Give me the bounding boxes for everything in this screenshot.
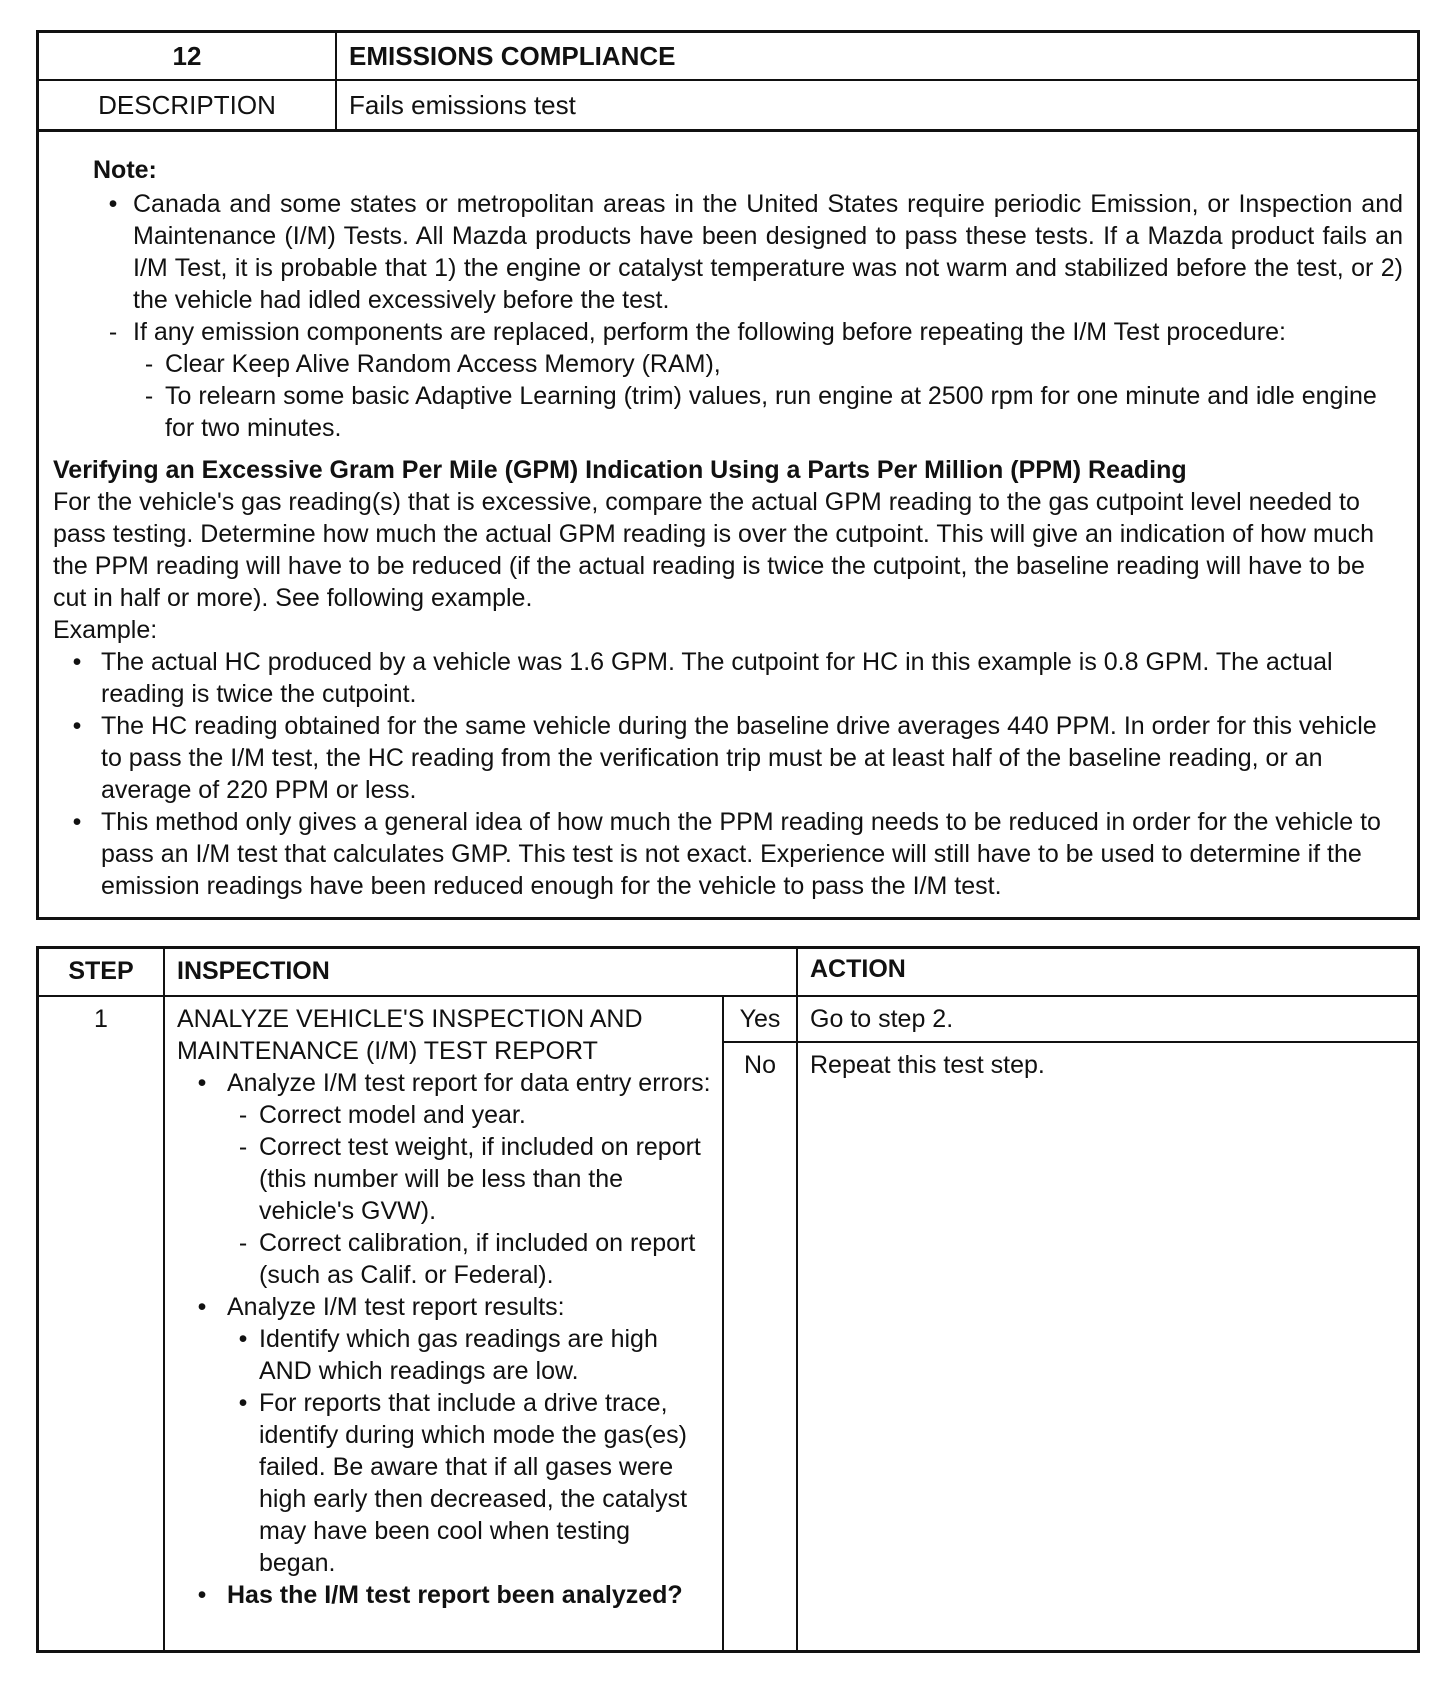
no-action: Repeat this test step. — [810, 1051, 1045, 1079]
section-title: EMISSIONS COMPLIANCE — [349, 40, 676, 71]
example-item — [53, 806, 1403, 902]
dash-marker: - — [144, 350, 154, 378]
inspection-question-text: Has the I/M test report been analyzed? — [227, 1581, 683, 1609]
description-label: DESCRIPTION — [39, 81, 337, 129]
no-label: No — [744, 1051, 776, 1079]
bullet-marker: • — [108, 190, 118, 218]
inspection-question — [177, 1579, 711, 1611]
note-subitem-text: To relearn some basic Adaptive Learning (trim) values, run engine at 2500 rpm for one minute and idle engine for two minutes. — [165, 382, 1377, 442]
inspection-bullet-text: Analyze I/M test report for data entry errors: — [227, 1069, 711, 1097]
note-title: Note: — [93, 156, 157, 184]
section-number: 12 — [39, 33, 337, 79]
inspection-subitem — [177, 1131, 711, 1227]
header-step: STEP — [68, 957, 134, 985]
bullet-marker: • — [197, 1581, 207, 1609]
inspection-subitem — [177, 1323, 711, 1387]
inspection-subitem-text: Correct test weight, if included on report (this number will be less than the vehicle's GVW). — [259, 1133, 701, 1225]
example-item-text: The actual HC produced by a vehicle was 1.6 GPM. The cutpoint for HC in this example is 0.8 GPM. The actual reading is twice the cutpoint. — [101, 648, 1333, 708]
inspection-subitem-text: Identify which gas readings are high AND which readings are low. — [259, 1325, 658, 1385]
column-divider — [163, 949, 165, 1650]
header-divider — [39, 995, 1417, 997]
inspection-cell — [177, 1003, 711, 1611]
inspection-bullet-text: Analyze I/M test report results: — [227, 1293, 565, 1321]
note-item-text: Canada and some states or metropolitan areas in the United States require periodic Emission, or Inspection and Maintenance (I/M) Tests. All Mazda products have been designed to pass these tests. If a Mazda product fails an I/M Test, it is probable that 1) the engine or catalyst temperature was not warm and stabilized before the test, or 2) the vehicle had idled excessively before the test. — [133, 190, 1403, 314]
yes-label: Yes — [739, 1005, 781, 1033]
inspection-title: ANALYZE VEHICLE'S INSPECTION AND MAINTENANCE (I/M) TEST REPORT — [177, 1005, 643, 1065]
example-label: Example: — [53, 616, 158, 644]
header-action: ACTION — [810, 955, 906, 983]
dash-marker: - — [108, 318, 118, 346]
bullet-marker: • — [197, 1293, 207, 1321]
yes-action: Go to step 2. — [810, 1005, 954, 1033]
inspection-subitem — [177, 1099, 711, 1131]
verify-heading: Verifying an Excessive Gram Per Mile (GPM) Indication Using a Parts Per Million (PPM) Reading — [53, 456, 1187, 484]
note-subitem-text: Clear Keep Alive Random Access Memory (RAM), — [165, 350, 721, 378]
step-table — [36, 946, 1420, 1653]
note-item-text: If any emission components are replaced, perform the following before repeating the I/M Test procedure: — [133, 318, 1286, 346]
inspection-subitem-text: Correct calibration, if included on report (such as Calif. or Federal). — [259, 1229, 696, 1289]
header-row-description — [39, 81, 1417, 129]
dash-marker: - — [238, 1133, 248, 1161]
inspection-bullet — [177, 1067, 711, 1099]
inspection-subitem — [177, 1387, 711, 1579]
header-row-title — [39, 33, 1417, 81]
bullet-marker: • — [72, 712, 82, 740]
step-number: 1 — [94, 1005, 108, 1033]
inspection-subitem-text: Correct model and year. — [259, 1101, 526, 1129]
column-divider — [796, 949, 798, 1650]
bullet-marker: • — [238, 1389, 248, 1417]
note-subitem — [53, 348, 1403, 380]
dash-marker: - — [144, 382, 154, 410]
header-inspection: INSPECTION — [177, 957, 330, 985]
column-divider — [722, 997, 724, 1650]
dash-marker: - — [238, 1101, 248, 1129]
example-item — [53, 710, 1403, 806]
bullet-marker: • — [238, 1325, 248, 1353]
bullet-marker: • — [72, 648, 82, 676]
inspection-subitem — [177, 1227, 711, 1291]
example-item-text: The HC reading obtained for the same vehicle during the baseline drive averages 440 PPM. In order for this vehicle to pass the I/M test, the HC reading from the verification trip must be at least half of the baseline reading, or an average of 220 PPM or less. — [101, 712, 1377, 804]
note-subitem — [53, 380, 1403, 444]
verify-paragraph: For the vehicle's gas reading(s) that is excessive, compare the actual GPM reading to the gas cutpoint level needed to pass testing. Determine how much the actual GPM reading is over the cutpoint. This will give an indication of how much the PPM reading will have to be reduced (if the actual reading is twice the cutpoint, the baseline reading will have to be cut in half or more). See following example. — [53, 488, 1375, 612]
bullet-marker: • — [197, 1069, 207, 1097]
dash-marker: - — [238, 1229, 248, 1257]
description-value: Fails emissions test — [349, 89, 576, 120]
note-item — [53, 188, 1403, 316]
note-box — [36, 128, 1420, 920]
header-table — [36, 30, 1420, 132]
inspection-subitem-text: For reports that include a drive trace, identify during which mode the gas(es) failed. Be aware that if all gases were high early then decreased, the catalyst may have been cool when testing began. — [259, 1389, 688, 1577]
example-item-text: This method only gives a general idea of how much the PPM reading needs to be reduced in order for the vehicle to pass an I/M test that calculates GMP. This test is not exact. Experience will still have to be used to determine if the emission readings have been reduced enough for the vehicle to pass the I/M test. — [101, 808, 1381, 900]
inspection-bullet — [177, 1291, 711, 1323]
example-item — [53, 646, 1403, 710]
yes-no-divider — [722, 1041, 1417, 1043]
bullet-marker: • — [72, 808, 82, 836]
note-item — [53, 316, 1403, 348]
